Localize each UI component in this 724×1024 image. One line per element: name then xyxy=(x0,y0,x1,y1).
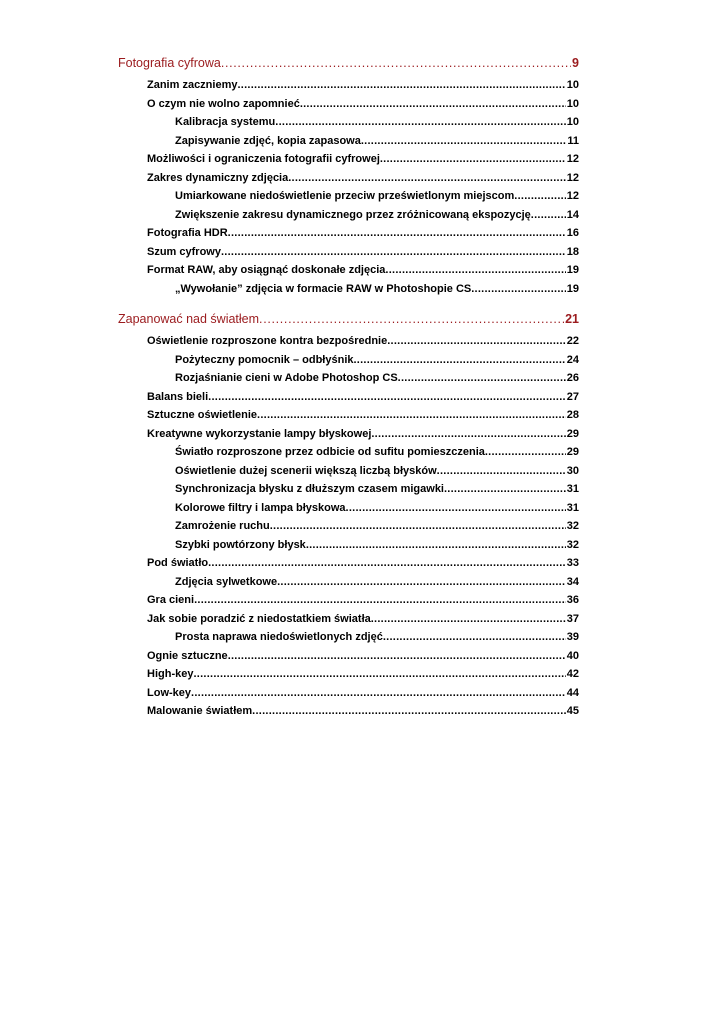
entry-page-number: 11 xyxy=(567,134,579,147)
toc-subsection-entry[interactable] xyxy=(118,536,579,555)
dot-leader xyxy=(398,369,566,388)
entry-page-number: 18 xyxy=(566,245,579,258)
toc-section-entry[interactable] xyxy=(118,647,579,666)
toc-subsection-entry[interactable] xyxy=(118,369,579,388)
entry-title: Prosta naprawa niedoświetlonych zdjęć xyxy=(175,631,383,643)
entry-page-number: 10 xyxy=(566,97,579,110)
dot-leader xyxy=(371,425,565,444)
entry-title: O czym nie wolno zapomnieć xyxy=(147,97,300,110)
toc-section-entry[interactable] xyxy=(118,76,579,95)
entry-page-number: 12 xyxy=(566,171,579,184)
entry-page-number: 32 xyxy=(566,520,579,532)
entry-title: Zwiększenie zakresu dynamicznego przez zróżnicowaną ekspozycję xyxy=(175,208,531,221)
entry-title: Sztuczne oświetlenie xyxy=(147,409,258,421)
toc-section-entry[interactable] xyxy=(118,150,579,169)
dot-leader xyxy=(228,224,566,243)
dot-leader xyxy=(444,480,566,499)
entry-title: Format RAW, aby osiągnąć doskonałe zdjęcia xyxy=(147,264,386,276)
toc-subsection-entry[interactable] xyxy=(118,462,579,481)
table-of-contents xyxy=(118,54,579,721)
entry-title: Zanim zaczniemy xyxy=(147,79,238,91)
entry-title: Rozjaśnianie cieni w Adobe Photoshop CS xyxy=(175,372,398,384)
entry-page-number: 33 xyxy=(566,557,579,569)
entry-title: Synchronizacja błysku z dłuższym czasem migawki xyxy=(175,483,444,495)
entry-title: Malowanie światłem xyxy=(147,705,253,717)
chapter-heading[interactable] xyxy=(118,54,579,72)
toc-subsection-entry[interactable] xyxy=(118,499,579,518)
dot-leader xyxy=(275,113,565,132)
toc-subsection-entry[interactable] xyxy=(118,132,579,151)
entry-page-number: 22 xyxy=(566,335,579,347)
entry-page-number: 19 xyxy=(566,282,579,295)
entry-page-number: 27 xyxy=(566,390,579,403)
entry-title: Jak sobie poradzić z niedostatkiem światła xyxy=(147,612,371,625)
dot-leader xyxy=(237,76,565,95)
entry-title: Kalibracja systemu xyxy=(175,116,276,128)
chapter-block xyxy=(118,54,579,298)
entry-page-number: 36 xyxy=(566,594,579,606)
entry-title: Kreatywne wykorzystanie lampy błyskowej xyxy=(147,427,372,440)
entry-title: Zapisywanie zdjęć, kopia zapasowa xyxy=(175,134,361,147)
toc-section-entry[interactable] xyxy=(118,332,579,351)
toc-subsection-entry[interactable] xyxy=(118,206,579,225)
entry-page-number: 30 xyxy=(566,464,579,477)
chapter-heading[interactable] xyxy=(118,310,579,328)
toc-section-entry[interactable] xyxy=(118,406,579,425)
dot-leader xyxy=(346,499,566,518)
entry-page-number: 29 xyxy=(566,427,579,440)
section-list xyxy=(118,76,579,298)
entry-page-number: 31 xyxy=(566,501,579,514)
dot-leader xyxy=(228,647,566,666)
chapter-title: Zapanować nad światłem xyxy=(118,312,260,326)
toc-section-entry[interactable] xyxy=(118,610,579,629)
toc-section-entry[interactable] xyxy=(118,224,579,243)
dot-leader xyxy=(471,280,566,299)
entry-page-number: 39 xyxy=(566,631,579,643)
dot-leader xyxy=(300,95,566,114)
entry-page-number: 42 xyxy=(566,668,579,680)
dot-leader xyxy=(194,591,566,610)
entry-page-number: 14 xyxy=(566,208,579,221)
dot-leader xyxy=(514,187,565,206)
entry-title: High-key xyxy=(147,668,194,680)
entry-page-number: 12 xyxy=(566,190,579,202)
toc-subsection-entry[interactable] xyxy=(118,187,579,206)
entry-page-number: 32 xyxy=(566,538,579,551)
entry-title: Low-key xyxy=(147,686,192,699)
chapter-block xyxy=(118,310,579,721)
chapter-page-number: 9 xyxy=(572,56,579,70)
toc-section-entry[interactable] xyxy=(118,388,579,407)
dot-leader xyxy=(306,536,566,555)
toc-subsection-entry[interactable] xyxy=(118,517,579,536)
dot-leader xyxy=(208,554,566,573)
dot-leader xyxy=(383,628,566,647)
toc-section-entry[interactable] xyxy=(118,684,579,703)
toc-subsection-entry[interactable] xyxy=(118,573,579,592)
dot-leader xyxy=(191,684,566,703)
entry-title: Oświetlenie dużej scenerii większą liczbą błysków xyxy=(175,464,437,477)
toc-section-entry[interactable] xyxy=(118,591,579,610)
dot-leader xyxy=(361,132,567,151)
toc-section-entry[interactable] xyxy=(118,665,579,684)
entry-page-number: 34 xyxy=(566,575,579,588)
dot-leader xyxy=(270,517,566,536)
section-list xyxy=(118,332,579,721)
entry-title: Światło rozproszone przez odbicie od sufitu pomieszczenia xyxy=(175,446,485,458)
entry-title: „Wywołanie” zdjęcia w formacie RAW w Photoshopie CS xyxy=(175,282,472,295)
toc-subsection-entry[interactable] xyxy=(118,443,579,462)
dot-leader xyxy=(252,702,566,721)
dot-leader xyxy=(221,54,571,72)
entry-title: Oświetlenie rozproszone kontra bezpośrednie xyxy=(147,335,388,347)
dot-leader xyxy=(257,406,566,425)
entry-title: Umiarkowane niedoświetlenie przeciw prześwietlonym miejscom xyxy=(175,190,515,202)
entry-page-number: 26 xyxy=(566,372,579,384)
dot-leader xyxy=(531,206,566,225)
toc-section-entry[interactable] xyxy=(118,169,579,188)
toc-subsection-entry[interactable] xyxy=(118,628,579,647)
dot-leader xyxy=(277,573,566,592)
dot-leader xyxy=(208,388,566,407)
toc-section-entry[interactable] xyxy=(118,261,579,280)
entry-title: Pod światło xyxy=(147,557,209,569)
entry-title: Pożyteczny pomocnik – odbłyśnik xyxy=(175,353,354,366)
dot-leader xyxy=(259,310,564,328)
toc-subsection-entry[interactable] xyxy=(118,280,579,299)
entry-title: Zdjęcia sylwetkowe xyxy=(175,575,278,588)
toc-subsection-entry[interactable] xyxy=(118,351,579,370)
toc-section-entry[interactable] xyxy=(118,702,579,721)
entry-page-number: 45 xyxy=(566,705,579,717)
dot-leader xyxy=(288,169,566,188)
dot-leader xyxy=(193,665,565,684)
toc-subsection-entry[interactable] xyxy=(118,113,579,132)
dot-leader xyxy=(437,462,566,481)
entry-title: Kolorowe filtry i lampa błyskowa xyxy=(175,501,346,514)
chapter-title: Fotografia cyfrowa xyxy=(118,56,221,70)
toc-subsection-entry[interactable] xyxy=(118,480,579,499)
entry-title: Możliwości i ograniczenia fotografii cyfrowej xyxy=(147,153,380,165)
chapter-page-number: 21 xyxy=(565,312,579,326)
toc-section-entry[interactable] xyxy=(118,95,579,114)
entry-page-number: 37 xyxy=(566,612,579,625)
toc-section-entry[interactable] xyxy=(118,243,579,262)
entry-title: Szybki powtórzony błysk xyxy=(175,538,306,551)
dot-leader xyxy=(485,443,566,462)
entry-title: Ognie sztuczne xyxy=(147,649,228,662)
dot-leader xyxy=(371,610,566,629)
entry-page-number: 19 xyxy=(566,264,579,276)
entry-page-number: 10 xyxy=(566,79,579,91)
entry-page-number: 40 xyxy=(566,649,579,662)
entry-page-number: 29 xyxy=(566,446,579,458)
entry-title: Szum cyfrowy xyxy=(147,245,221,258)
entry-title: Zamrożenie ruchu xyxy=(175,520,270,532)
dot-leader xyxy=(380,150,566,169)
dot-leader xyxy=(387,332,566,351)
entry-title: Balans bieli xyxy=(147,390,209,403)
entry-page-number: 24 xyxy=(566,353,579,366)
toc-section-entry[interactable] xyxy=(118,425,579,444)
entry-page-number: 12 xyxy=(566,153,579,165)
entry-page-number: 28 xyxy=(566,409,579,421)
entry-title: Zakres dynamiczny zdjęcia xyxy=(147,171,289,184)
dot-leader xyxy=(385,261,565,280)
entry-title: Fotografia HDR xyxy=(147,227,228,239)
entry-page-number: 44 xyxy=(566,686,579,699)
toc-section-entry[interactable] xyxy=(118,554,579,573)
dot-leader xyxy=(221,243,566,262)
entry-page-number: 31 xyxy=(566,483,579,495)
entry-title: Gra cieni xyxy=(147,594,195,606)
entry-page-number: 10 xyxy=(566,116,579,128)
dot-leader xyxy=(354,351,566,370)
entry-page-number: 16 xyxy=(566,227,579,239)
